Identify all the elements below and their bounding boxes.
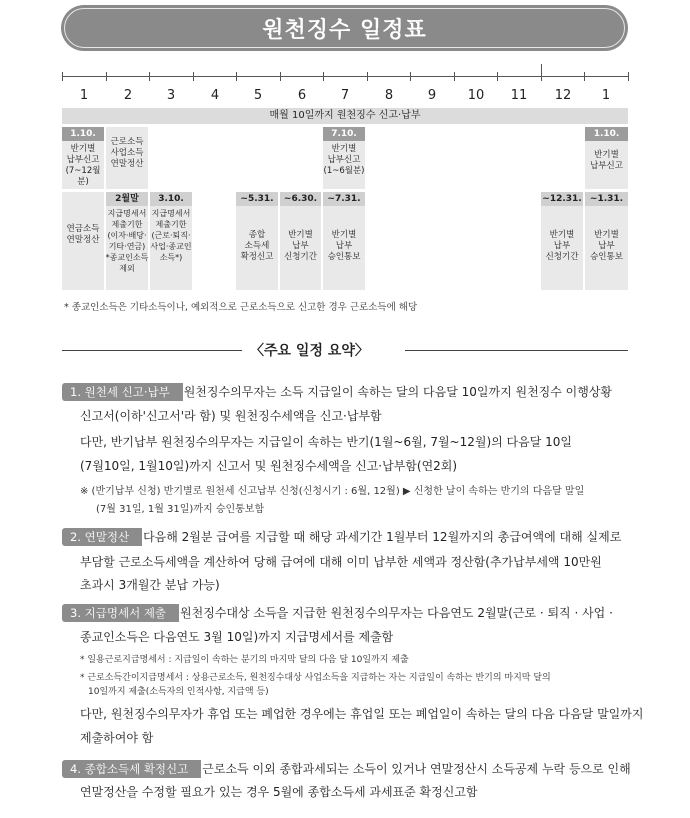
timeline-tick <box>541 64 542 81</box>
page-title: 원천징수 일정표 <box>262 17 427 43</box>
timeline-tick <box>236 72 237 81</box>
timeline-tick <box>454 72 455 81</box>
timeline-tick <box>628 72 629 81</box>
row1-col13-header: 1.10. <box>585 127 628 141</box>
row2-col13-text <box>585 230 628 263</box>
section4-tag: 4. 종합소득세 확정신고 <box>62 760 196 778</box>
row2-col7-line2: 납부 <box>335 241 353 251</box>
rule-right <box>405 350 628 351</box>
row2-col5-line1: 종합 <box>248 230 266 240</box>
section4-line2: 연말정산을 수정할 필요가 있는 경우 5월에 종합소득세 과세표준 확정신고함 <box>80 785 478 799</box>
row2-col6-text <box>280 230 321 263</box>
row2-col1-line2: 연말정산 <box>66 235 100 245</box>
section1-note2: (7월 31일, 1월 31일)까지 승인통보함 <box>96 504 265 515</box>
section3-text1: 원천징수대상 소득을 지급한 원천징수의무자는 다음연도 2월말(근로 · 퇴직 · 사업 · <box>180 606 613 620</box>
row1-col7-text <box>323 144 365 177</box>
row2-col13-line1: 반기별 <box>594 230 619 240</box>
timeline-month-label: 4 <box>210 88 220 103</box>
section3-bullet2: * 근로소득간이지급명세서 : 상용근로소득, 원천징수대상 사업소득을 지급하는 자는 지급일이 속하는 반기의 마지막 달의 <box>80 673 551 683</box>
section2-line3: 초과시 3개월간 분납 가능) <box>80 578 220 592</box>
row2-col3-line2: 제출기한 <box>155 220 187 229</box>
timeline-month-label: 7 <box>340 88 350 103</box>
row2-col5-line2: 소득세 <box>244 241 270 251</box>
row1-col1-header: 1.10. <box>62 127 104 141</box>
timeline-month-label: 9 <box>427 88 437 103</box>
section1-note1: ※ (반기납부 신청) 반기별로 원천세 신고납부 신청(신청시기 : 6월, 12월) ▶ 신청한 날이 속하는 반기의 다음달 말일 <box>80 486 585 497</box>
section1-text1: 원천징수의무자는 소득 지급일이 속하는 달의 다음달 10일까지 원천징수 이행상황 <box>183 385 613 399</box>
row1-col2-line1: 근로소득 <box>110 137 144 147</box>
row2-col6-header: ~6.30. <box>280 192 321 206</box>
timeline-tick <box>106 72 107 81</box>
row2-col5-text <box>236 230 278 263</box>
row1-col7-line3: (1~6월분) <box>323 166 365 176</box>
section3-bullet3: 10일까지 제출(소득자의 인적사항, 지급액 등) <box>88 687 269 697</box>
timeline-month-label: 1 <box>79 88 89 103</box>
row2-col7-text <box>323 230 365 263</box>
row2-col7-line1: 반기별 <box>331 230 357 240</box>
timeline-tick <box>193 72 194 81</box>
row1-col7-line2: 납부신고 <box>327 155 361 165</box>
row2-col1-text <box>62 224 104 246</box>
section3-line3: 다만, 원천징수의무자가 휴업 또는 폐업한 경우에는 휴업일 또는 폐업일이 속하는 달의 다음 다음달 말일까지 <box>80 707 644 721</box>
row2-col13-header: ~1.31. <box>585 192 628 206</box>
row2-col2-line6: 제외 <box>119 264 135 273</box>
row1-col7-line1: 반기별 <box>331 144 357 154</box>
row2-col12-header: ~12.31. <box>542 194 582 204</box>
section3-line2: 종교인소득은 다음연도 3월 10일)까지 지급명세서를 제출함 <box>80 630 394 644</box>
timeline-tick <box>280 72 281 81</box>
section2-line1 <box>62 528 621 546</box>
row2-col13-line2: 납부 <box>598 241 615 251</box>
row1-col2-line2: 사업소득 <box>110 148 144 158</box>
section1-line1 <box>62 383 612 401</box>
row1-col1-line2: 납부신고 <box>66 155 100 165</box>
row2-col12-line2: 납부 <box>553 241 571 251</box>
row2-col2-header: 2월말 <box>106 192 148 206</box>
row2-col5-line3: 확정신고 <box>240 252 274 262</box>
row2-col2-line4: 기타·연금) <box>108 242 146 251</box>
row2-col2-line5: *종교인소득 <box>105 253 149 262</box>
row2-col3-header: 3.10. <box>150 192 192 206</box>
section3-line1 <box>62 604 613 622</box>
row1-col7-header: 7.10. <box>323 127 365 141</box>
section4-text1: 근로소득 이외 종합과세되는 소득이 있거나 연말정산시 소득공제 누락 등으로 인해 <box>202 762 631 776</box>
section3-bullet1: * 일용근로지급명세서 : 지급일이 속하는 분기의 마지막 달의 다음 달 10일까지 제출 <box>80 655 409 665</box>
timeline-month-label: 3 <box>166 88 176 103</box>
row2-col13-line3: 승인통보 <box>590 252 623 262</box>
timeline-month-label: 10 <box>467 88 485 103</box>
footnote: * 종교인소득은 기타소득이나, 예외적으로 근로소득으로 신고한 경우 근로소득에 해당 <box>64 302 418 313</box>
row2-col12-text <box>541 230 583 263</box>
row1-col13-text <box>585 150 628 172</box>
section1-line2: 신고서(이하'신고서'라 함) 및 원천징수세액을 신고·납부함 <box>80 409 382 423</box>
row2-col2-line3: (이자·배당· <box>107 231 147 240</box>
section3-tag: 3. 지급명세서 제출 <box>62 604 174 622</box>
rule-left <box>62 350 242 351</box>
timeline-tick <box>584 72 585 81</box>
monthly-band: 매월 10일까지 원천징수 신고·납부 <box>62 108 628 124</box>
row1-col13-line2: 납부신고 <box>590 161 623 171</box>
timeline-month-label: 1 <box>601 88 611 103</box>
row2-col1-line1: 연금소득 <box>66 224 100 234</box>
timeline-tick <box>367 72 368 81</box>
timeline-month-label: 2 <box>123 88 133 103</box>
timeline-tick <box>62 72 63 81</box>
row1-col13-line1: 반기별 <box>594 150 619 160</box>
row2-col5-header: ~5.31. <box>236 192 278 206</box>
row2-col2-line1: 지급명세서 <box>107 209 147 218</box>
section4-line1 <box>62 760 631 778</box>
section1-line4: (7월10일, 1월10일)까지 신고서 및 원천징수세액을 신고·납부함(연2회) <box>80 459 458 473</box>
row2-col3-line5: 소득*) <box>159 253 183 262</box>
timeline-month-label: 5 <box>253 88 263 103</box>
row1-col1-line1: 반기별 <box>70 144 96 154</box>
row2-col3-line1: 지급명세서 <box>151 209 191 218</box>
row1-col1-line3: (7~12월분) <box>65 166 101 187</box>
section2-line2: 부담할 근로소득세액을 계산하여 당해 급여에 대해 이미 납부한 세액과 정산함(추가납부세액 10만원 <box>80 555 602 569</box>
section1-tag: 1. 원천세 신고·납부 <box>62 383 178 401</box>
row2-col7-line3: 승인통보 <box>327 252 361 262</box>
row1-col2-line3: 연말정산 <box>110 159 144 169</box>
row2-col3-line4: 사업·종교인 <box>150 242 192 251</box>
timeline-month-label: 6 <box>297 88 307 103</box>
row2-col6-line1: 반기별 <box>288 230 313 240</box>
row2-col2-line2: 제출기한 <box>111 220 143 229</box>
row2-col3-text <box>148 208 194 263</box>
timeline-axis <box>62 76 628 77</box>
row2-col2-text <box>104 208 150 274</box>
timeline-tick <box>149 72 150 81</box>
timeline-tick <box>323 72 324 81</box>
timeline-month-label: 8 <box>384 88 394 103</box>
timeline-tick <box>410 72 411 81</box>
timeline-month-label: 12 <box>554 88 572 103</box>
title-banner <box>61 5 628 51</box>
row2-col3-line3: (근로·퇴직· <box>151 231 191 240</box>
row1-col2-text <box>106 137 148 170</box>
timeline-month-label: 11 <box>510 88 528 103</box>
section1-line3: 다만, 반기납부 원천징수의무자는 지급일이 속하는 반기(1월~6월, 7월~12월)의 다음달 10일 <box>80 435 573 449</box>
timeline-tick <box>497 72 498 81</box>
row2-col6-line2: 납부 <box>292 241 309 251</box>
section2-tag: 2. 연말정산 <box>62 528 137 546</box>
section3-line4: 제출하여야 함 <box>80 731 154 745</box>
summary-title: 〈주요 일정 요약〉 <box>250 343 369 359</box>
row2-col12-line1: 반기별 <box>549 230 575 240</box>
row1-col1-text <box>62 144 104 188</box>
row2-col6-line3: 신청기간 <box>284 252 317 262</box>
section2-text1: 다음해 2월분 급여를 지급할 때 해당 과세기간 1월부터 12월까지의 총급여액에 대해 실제로 <box>143 530 622 544</box>
row2-col7-header: ~7.31. <box>323 192 365 206</box>
row2-col12-line3: 신청기간 <box>545 252 579 262</box>
